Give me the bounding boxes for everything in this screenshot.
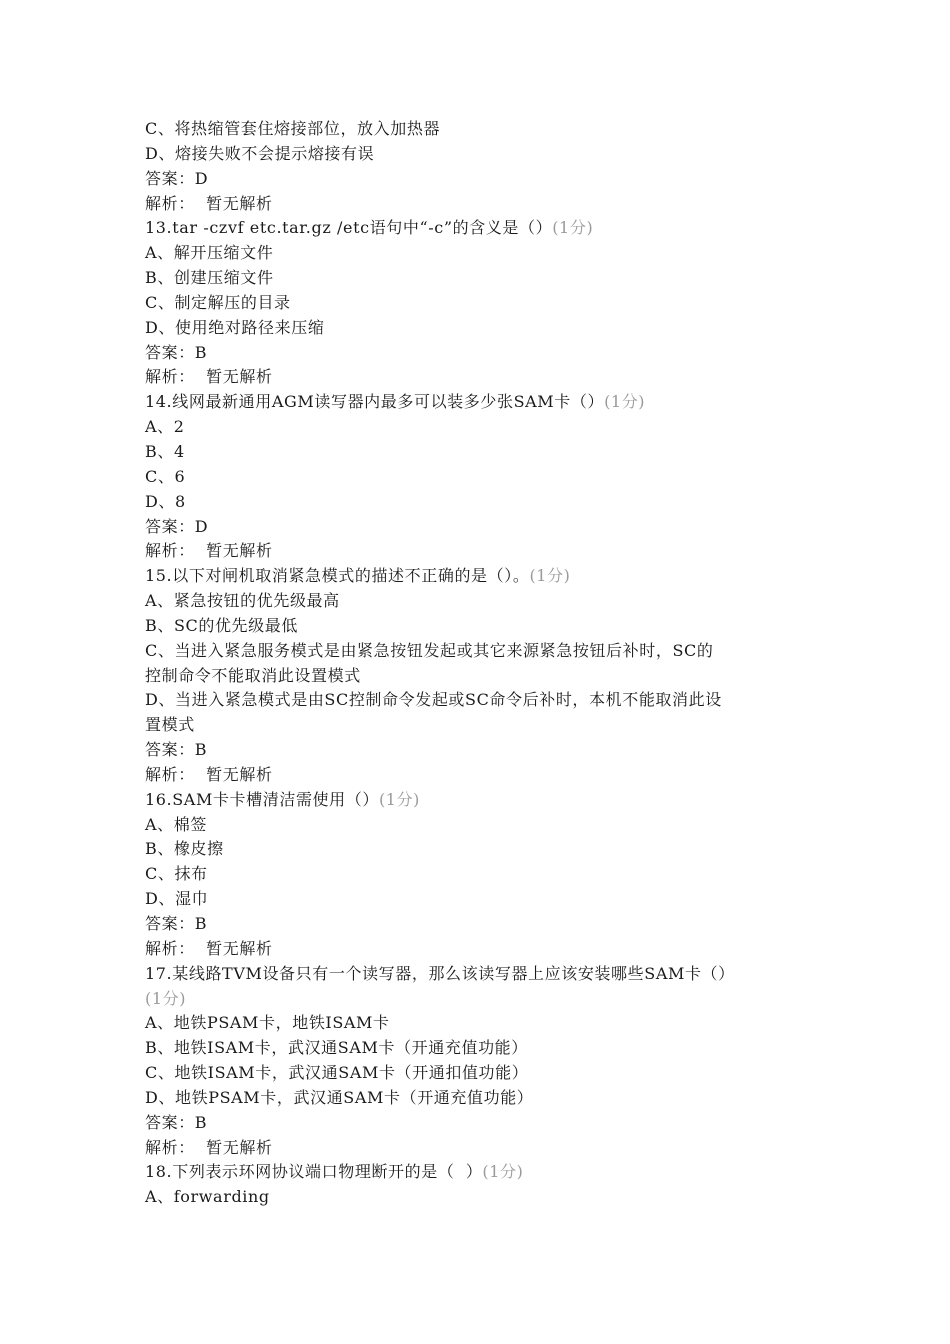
option-a: A、棉签 [145,814,207,834]
option-b: B、4 [145,441,185,461]
option-c: C、制定解压的目录 [145,292,291,312]
option-a: A、2 [145,417,185,437]
answer: 答案：B [145,1112,208,1132]
question-14-text: 14.线网最新通用AGM读写器内最多可以装多少张SAM卡（） [145,392,605,412]
answer: 答案：B [145,914,208,933]
analysis: 解析： 暂无解析 [145,764,273,784]
option-d: D、地铁PSAM卡，武汉通SAM卡（开通充值功能） [145,1087,534,1107]
question-15 [145,564,825,589]
analysis: 解析： 暂无解析 [145,193,273,213]
option-d: D、当进入紧急模式是由SC控制命令发起或SC命令后补时，本机不能取消此设 [145,690,722,710]
question-17-score: (1分) [145,988,187,1008]
analysis: 解析： 暂无解析 [145,541,273,561]
question-16-score: (1分) [378,789,421,809]
option-c: C、6 [145,466,186,486]
question-14 [145,390,825,415]
question-18-score: (1分) [482,1162,524,1182]
option-a: A、紧急按钮的优先级最高 [145,591,340,611]
option-d: D、8 [145,491,186,511]
answer: 答案：B [145,740,208,760]
question-13 [145,216,825,241]
question-18 [145,1160,825,1185]
option-c: C、将热缩管套住熔接部位，放入加热器 [145,119,441,138]
option-b: B、地铁ISAM卡，武汉通SAM卡（开通充值功能） [145,1038,528,1058]
option-c: C、地铁ISAM卡，武汉通SAM卡（开通扣值功能） [145,1063,529,1083]
option-d: D、使用绝对路径来压缩 [145,317,325,337]
option-a: A、地铁PSAM卡，地铁ISAM卡 [145,1013,390,1033]
option-b: B、SC的优先级最低 [145,615,298,635]
question-17: 17.某线路TVM设备只有一个读写器，那么该读写器上应该安装哪些SAM卡（） [145,963,735,983]
analysis: 解析： 暂无解析 [145,1137,273,1157]
option-b: B、创建压缩文件 [145,268,274,288]
option-d-continued: 置模式 [145,715,195,735]
question-15-text: 15.以下对闸机取消紧急模式的描述不正确的是（）。 [145,566,530,586]
option-d: D、湿巾 [145,889,209,909]
option-d: D、熔接失败不会提示熔接有误 [145,143,375,163]
question-13-text: 13.tar -czvf etc.tar.gz /etc语句中“-c”的含义是（） [145,218,553,238]
question-18-text: 18.下列表示环网协议端口物理断开的是（ ） [145,1162,483,1182]
analysis: 解析： 暂无解析 [145,938,273,958]
answer: 答案：D [145,168,209,188]
answer: 答案：D [145,516,209,536]
document-page [145,117,825,1210]
option-b: B、橡皮擦 [145,839,224,859]
option-c: C、抹布 [145,864,208,884]
option-c: C、当进入紧急服务模式是由紧急按钮发起或其它来源紧急按钮后补时，SC的 [145,640,714,660]
analysis: 解析： 暂无解析 [145,367,273,387]
question-15-score: (1分) [529,566,571,586]
question-16-text: 16.SAM卡卡槽清洁需使用（） [145,789,379,809]
option-a: A、解开压缩文件 [145,243,274,263]
question-13-score: (1分) [552,218,594,238]
answer: 答案：B [145,342,208,362]
option-a: A、forwarding [145,1187,270,1207]
question-14-score: (1分) [604,392,646,412]
question-16 [145,788,825,813]
option-c-continued: 控制命令不能取消此设置模式 [145,665,361,685]
